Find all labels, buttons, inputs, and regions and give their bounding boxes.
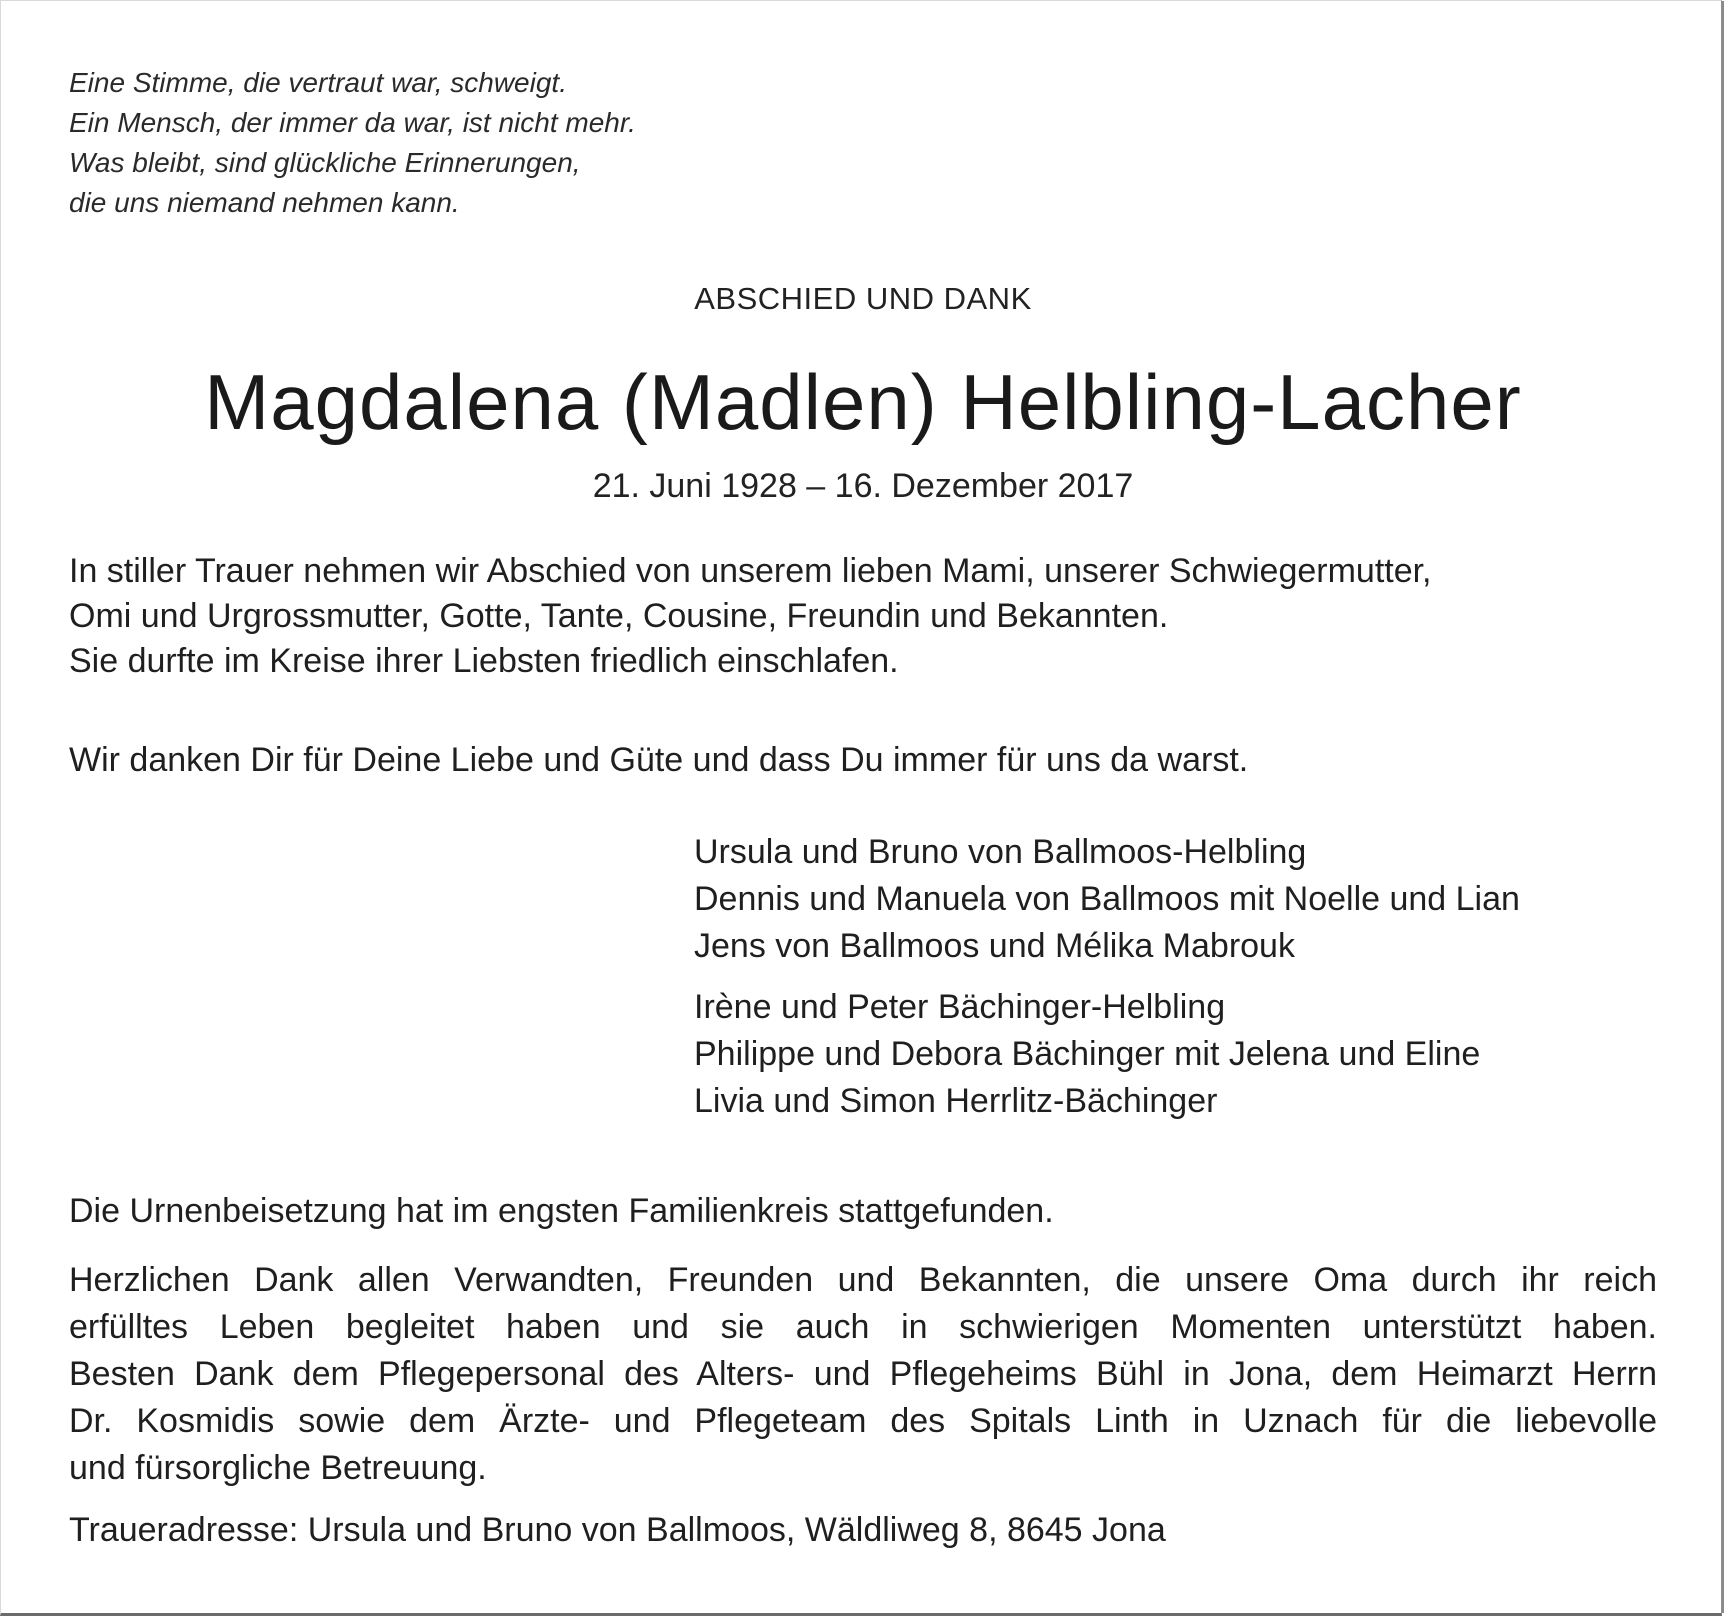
burial-note: Die Urnenbeisetzung hat im engsten Familienkreis stattgefunden.	[69, 1192, 1054, 1230]
motto-line: Eine Stimme, die vertraut war, schweigt.	[69, 67, 567, 98]
announcement-line: Omi und Urgrossmutter, Gotte, Tante, Cousine, Freundin und Bekannten.	[69, 597, 1169, 635]
burial-note-paragraph	[69, 1189, 1054, 1234]
announcement-line: Sie durfte im Kreise ihrer Liebsten friedlich einschlafen.	[69, 642, 899, 680]
announcement-paragraph	[69, 549, 1432, 684]
mourner-line: Ursula und Bruno von Ballmoos-Helbling	[694, 833, 1307, 871]
mourning-address: Traueradresse: Ursula und Bruno von Ballmoos, Wäldliweg 8, 8645 Jona	[69, 1511, 1166, 1549]
gratitude-line: erfülltes Leben begleitet haben und sie auch in schwierigen Momenten unterstützt haben.	[69, 1308, 1657, 1346]
motto-line: Was bleibt, sind glückliche Erinnerungen,	[69, 147, 581, 178]
gratitude-line: Besten Dank dem Pflegepersonal des Alters- und Pflegeheims Bühl in Jona, dem Heimarzt Herrn	[69, 1355, 1657, 1393]
thanks-line: Wir danken Dir für Deine Liebe und Güte und dass Du immer für uns da warst.	[69, 741, 1249, 779]
motto-line: die uns niemand nehmen kann.	[69, 187, 460, 218]
announcement-line: In stiller Trauer nehmen wir Abschied von unserem lieben Mami, unserer Schwiegermutter,	[69, 552, 1432, 590]
mourner-line: Irène und Peter Bächinger-Helbling	[694, 988, 1226, 1026]
thanks-paragraph	[69, 738, 1248, 783]
life-dates: 21. Juni 1928 – 16. Dezember 2017	[592, 467, 1134, 505]
mourner-line: Livia und Simon Herrlitz-Bächinger	[694, 1082, 1218, 1120]
gratitude-line: Herzlichen Dank allen Verwandten, Freunden und Bekannten, die unsere Oma durch ihr reich	[69, 1261, 1657, 1299]
motto-line: Ein Mensch, der immer da war, ist nicht mehr.	[69, 107, 636, 138]
mourners-group-1	[694, 829, 1520, 970]
notice-heading: ABSCHIED UND DANK	[694, 281, 1032, 316]
deceased-name: Magdalena (Madlen) Helbling-Lacher	[204, 358, 1522, 446]
mourner-line: Philippe und Debora Bächinger mit Jelena und Eline	[694, 1035, 1481, 1073]
mourner-line: Dennis und Manuela von Ballmoos mit Noelle und Lian	[694, 880, 1520, 918]
mourner-line: Jens von Ballmoos und Mélika Mabrouk	[694, 927, 1295, 965]
gratitude-line: und fürsorgliche Betreuung.	[69, 1449, 487, 1487]
gratitude-line: Dr. Kosmidis sowie dem Ärzte- und Pflegeteam des Spitals Linth in Uznach für die liebevolle	[69, 1402, 1657, 1440]
mourners-group-2	[694, 984, 1480, 1125]
gratitude-paragraph	[69, 1257, 1657, 1492]
mourning-address-paragraph	[69, 1508, 1166, 1553]
motto-verse	[69, 63, 636, 223]
